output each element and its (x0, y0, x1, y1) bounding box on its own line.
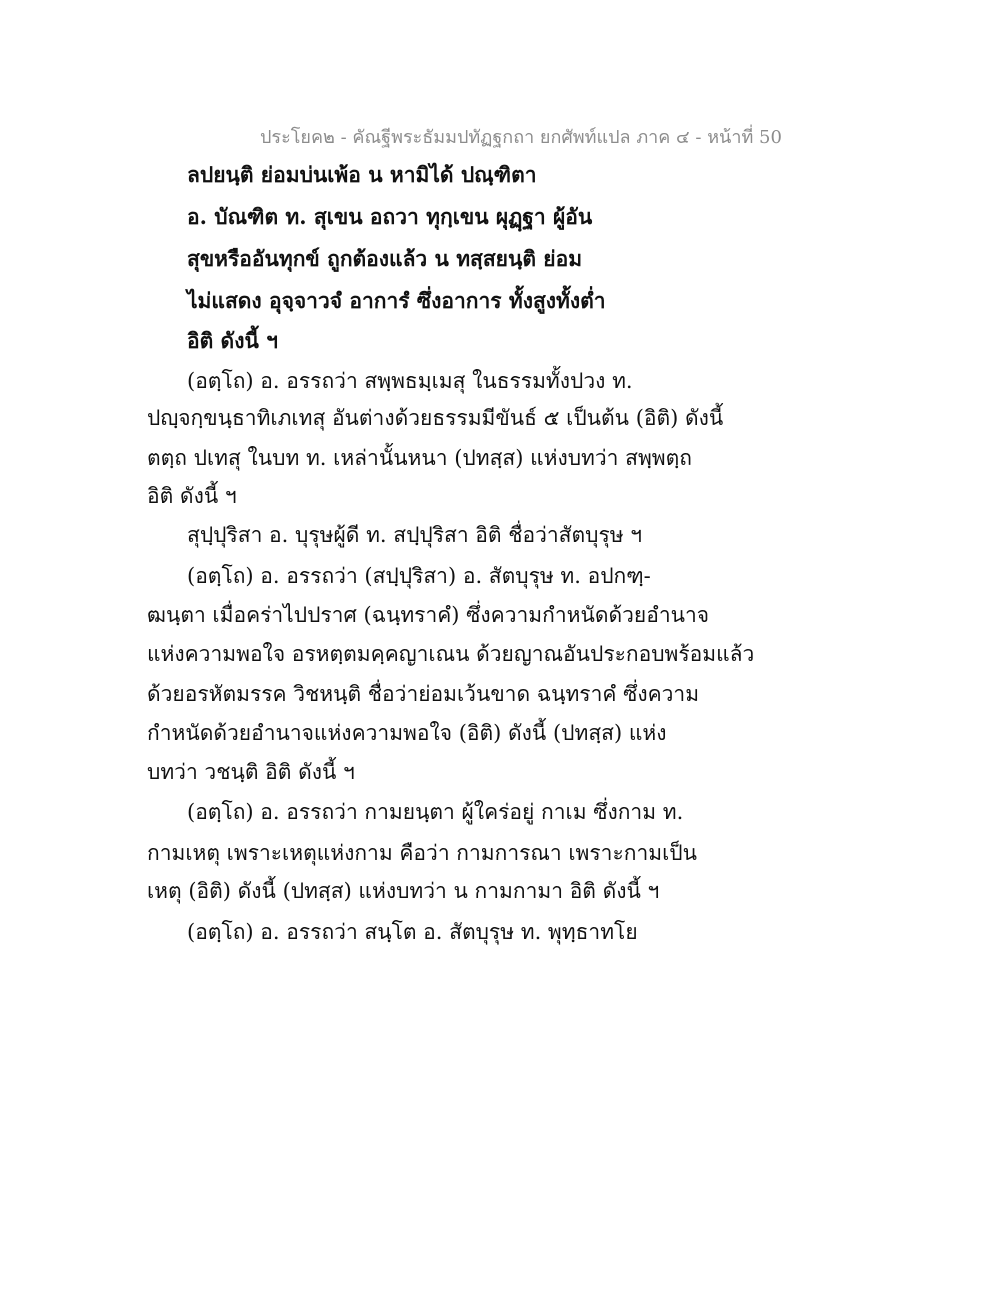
text-line: เหตุ (อิติ) ดังนี้ (ปทสฺส) แห่งบทว่า น กามกามา อิติ ดังนี้ ฯ (147, 879, 660, 903)
text-line: ตตฺถ ปเทสุ ในบท ท. เหล่านั้นหนา (ปทสฺส) แห่งบทว่า สพฺพตฺถ (147, 446, 693, 470)
text-line: อิติ ดังนี้ ฯ (187, 328, 278, 353)
text-line: ฒนฺตา เมื่อคร่าไปปราศ (ฉนฺทราคํ) ซึ่งความกำหนัดด้วยอำนาจ (147, 603, 710, 627)
text-line: ไม่แสดง อุจฺจาวจํ อาการํ ซึ่งอาการ ทั้งสูงทั้งต่ำ (187, 288, 606, 313)
text-line: ลปยนฺติ ย่อมบ่นเพ้อ น หามิได้ ปณฺฑิตา (187, 162, 537, 187)
text-line: อ. บัณฑิต ท. สุเขน อถวา ทุกฺเขน ผุฏฺฐา ผู้อัน (187, 204, 593, 229)
text-line: อิติ ดังนี้ ฯ (147, 484, 237, 508)
text-line: สุปฺปุริสา อ. บุรุษผู้ดี ท. สปฺปุริสา อิติ ชื่อว่าสัตบุรุษ ฯ (187, 523, 643, 547)
text-line: (อตฺโถ) อ. อรรถว่า สนฺโต อ. สัตบุรุษ ท. พุทฺธาทโย (187, 920, 638, 944)
text-line: (อตฺโถ) อ. อรรถว่า กามยนฺตา ผู้ใคร่อยู่ กาเม ซึ่งกาม ท. (187, 800, 684, 824)
text-line: บทว่า วชนฺติ อิติ ดังนี้ ฯ (147, 760, 355, 784)
text-line: ปญฺจกฺขนฺธาทิเภเทสุ อันต่างด้วยธรรมมีขันธ์ ๕ เป็นต้น (อิติ) ดังนี้ (147, 406, 724, 430)
text-line: แห่งความพอใจ อรหตฺตมคฺคญาเณน ด้วยญาณอันประกอบพร้อมแล้ว (147, 642, 755, 666)
text-line: (อตฺโถ) อ. อรรถว่า (สปฺปุริสา) อ. สัตบุรุษ ท. อปกฑฺ- (187, 564, 651, 588)
text-line: ด้วยอรหัตมรรค วิชหนฺติ ชื่อว่าย่อมเว้นขาด ฉนฺทราคํ ซึ่งความ (147, 682, 700, 706)
text-line: (อตฺโถ) อ. อรรถว่า สพฺพธมฺเมสุ ในธรรมทั้งปวง ท. (187, 369, 633, 393)
text-line: สุขหรืออันทุกข์ ถูกต้องแล้ว น ทสฺสยนฺติ ย่อม (187, 246, 583, 271)
text-line: กำหนัดด้วยอำนาจแห่งความพอใจ (อิติ) ดังนี้ (ปทสฺส) แห่ง (147, 721, 667, 745)
page-header: ประโยค๒ - คัณฐีพระธัมมปทัฏฐกถา ยกศัพท์แปล ภาค ๔ - หน้าที่ 50 (260, 127, 782, 148)
text-line: กามเหตุ เพราะเหตุแห่งกาม คือว่า กามการณา เพราะกามเป็น (147, 841, 697, 865)
